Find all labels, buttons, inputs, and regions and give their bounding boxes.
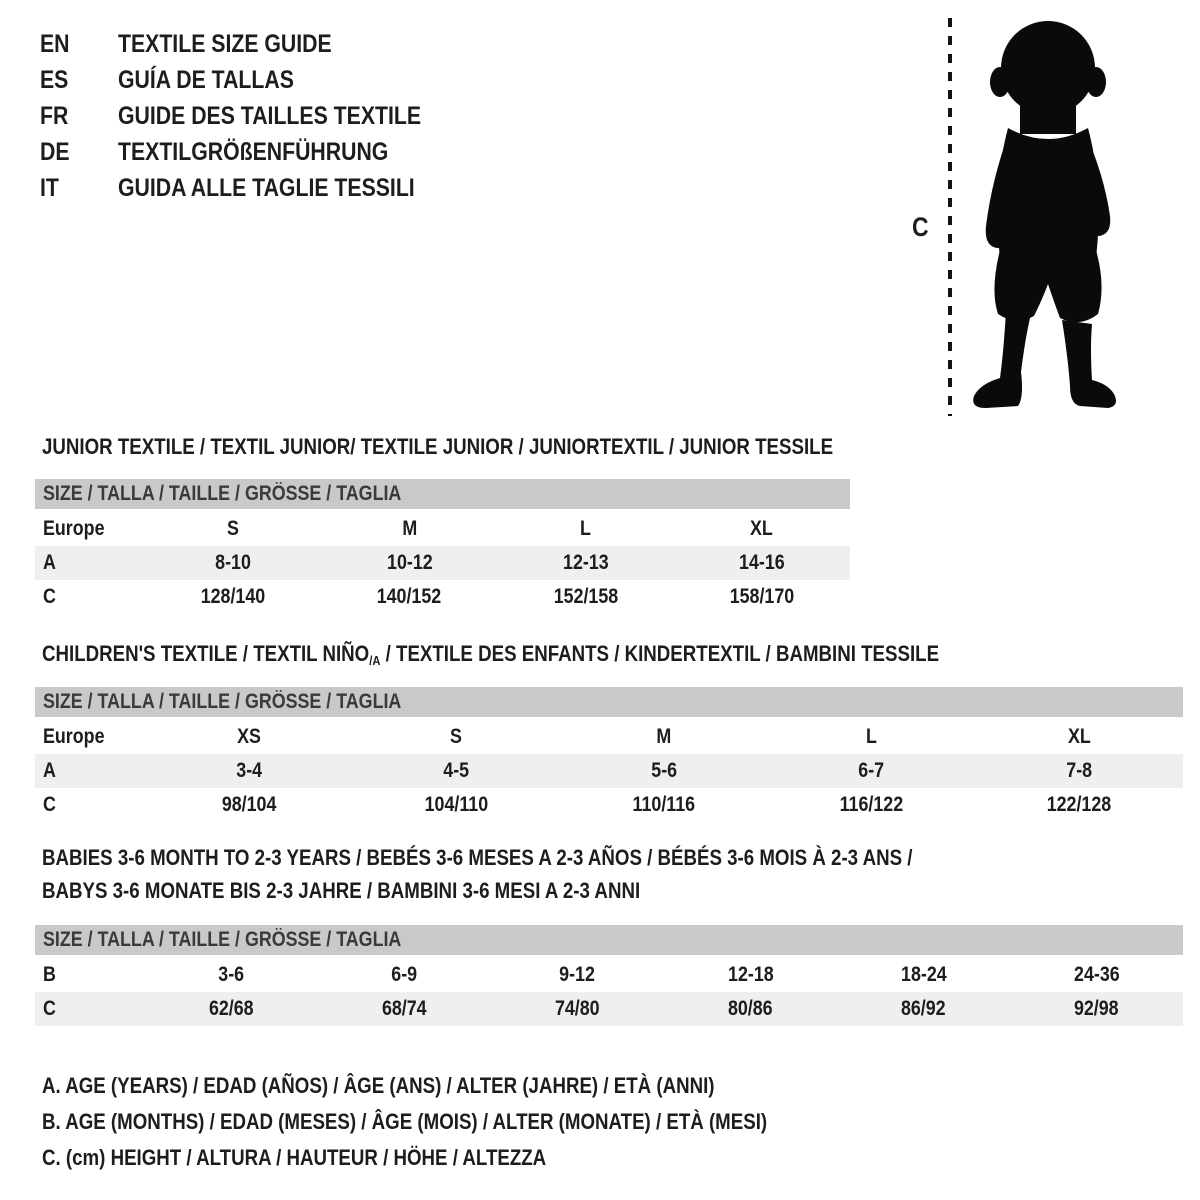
footnote-c-text: C. (cm) HEIGHT / ALTURA / HAUTEUR / HÖHE / ALTEZZA xyxy=(42,1145,547,1170)
table-row-c xyxy=(35,992,1183,1026)
guide-title-it: GUIDA ALLE TAGLIE TESSILI xyxy=(118,174,415,202)
size-table-header xyxy=(35,687,1183,717)
guide-title-de: TEXTILGRÖßENFÜHRUNG xyxy=(118,138,389,166)
footnote-b-text: B. AGE (MONTHS) / EDAD (MESES) / ÂGE (MOIS) / ALTER (MONATE) / ETÀ (MESI) xyxy=(42,1109,768,1134)
size-cell: 24-36 xyxy=(1073,963,1120,986)
size-cell: 7-8 xyxy=(1066,759,1093,782)
babies-size-table xyxy=(35,925,1183,1026)
table-row-c xyxy=(35,580,850,614)
height-dashed-line xyxy=(948,18,952,416)
table-row-c xyxy=(35,788,1183,822)
footnotes xyxy=(42,1068,895,1176)
size-table-header xyxy=(35,479,850,509)
size-cell: M xyxy=(656,725,672,748)
table-row-a xyxy=(35,546,850,580)
size-cell: 74/80 xyxy=(555,997,600,1020)
guide-title-en: TEXTILE SIZE GUIDE xyxy=(118,30,332,58)
row-label: C xyxy=(43,997,56,1020)
table-row-a xyxy=(35,754,1183,788)
size-cell: 80/86 xyxy=(728,997,773,1020)
toddler-silhouette-icon xyxy=(964,16,1136,418)
language-row-it xyxy=(40,170,475,206)
size-cell: 152/158 xyxy=(553,585,618,608)
language-code: FR xyxy=(40,102,69,130)
size-cell: 9-12 xyxy=(559,963,596,986)
size-cell: 3-4 xyxy=(235,759,262,782)
children-title-text-cont: / TEXTILE DES ENFANTS / KINDERTEXTIL / BAMBINI TESSILE xyxy=(380,641,940,666)
language-code: ES xyxy=(40,66,69,94)
size-cell: 116/122 xyxy=(839,793,904,816)
size-cell: 4-5 xyxy=(443,759,470,782)
language-row-de xyxy=(40,134,475,170)
size-cell: 98/104 xyxy=(221,793,277,816)
size-cell: 68/74 xyxy=(382,997,427,1020)
junior-table-rows xyxy=(35,512,850,614)
junior-size-table xyxy=(35,479,850,614)
size-cell: XL xyxy=(750,517,774,540)
size-cell: 14-16 xyxy=(739,551,785,574)
size-cell: 18-24 xyxy=(900,963,947,986)
size-cell: 158/170 xyxy=(729,585,795,608)
size-cell: S xyxy=(227,517,240,540)
size-cell: XS xyxy=(236,725,261,748)
children-title-subscript: /A xyxy=(369,653,381,669)
size-cell: 122/128 xyxy=(1046,793,1112,816)
size-cell: 140/152 xyxy=(377,585,442,608)
size-cell: 6-9 xyxy=(391,963,418,986)
children-size-table xyxy=(35,687,1183,822)
junior-section-title xyxy=(42,434,973,460)
guide-title-es: GUÍA DE TALLAS xyxy=(118,66,294,94)
table-row-europe xyxy=(35,512,850,546)
babies-section-title xyxy=(42,841,1066,907)
size-cell: L xyxy=(866,725,878,748)
language-title-list xyxy=(40,26,475,206)
size-cell: 6-7 xyxy=(858,759,885,782)
size-cell: 128/140 xyxy=(200,585,266,608)
row-label: A xyxy=(43,759,56,782)
language-row-en xyxy=(40,26,475,62)
size-cell: 12-13 xyxy=(562,551,609,574)
footnote-age-years xyxy=(42,1068,895,1104)
size-cell: XL xyxy=(1067,725,1091,748)
size-cell: 8-10 xyxy=(215,551,251,574)
junior-section-title-text: JUNIOR TEXTILE / TEXTIL JUNIOR/ TEXTILE JUNIOR / JUNIORTEXTIL / JUNIOR TESSILE xyxy=(42,434,834,459)
children-title-text: CHILDREN'S TEXTILE / TEXTIL NIÑO xyxy=(42,641,370,666)
babies-table-rows xyxy=(35,958,1183,1026)
size-cell: 62/68 xyxy=(209,997,254,1020)
guide-title-fr: GUIDE DES TAILLES TEXTILE xyxy=(118,102,422,130)
height-measure-figure xyxy=(900,10,1160,424)
size-cell: 86/92 xyxy=(901,997,946,1020)
size-cell: S xyxy=(450,725,463,748)
size-cell: 110/116 xyxy=(632,793,696,816)
footnote-a-text: A. AGE (YEARS) / EDAD (AÑOS) / ÂGE (ANS) / ALTER (JAHRE) / ETÀ (ANNI) xyxy=(42,1073,715,1098)
size-cell: 10-12 xyxy=(386,551,433,574)
footnote-age-months xyxy=(42,1104,895,1140)
language-row-es xyxy=(40,62,475,98)
height-measure-label: C xyxy=(912,212,929,242)
size-table-header xyxy=(35,925,1183,955)
children-table-rows xyxy=(35,720,1183,822)
size-table-header-text: SIZE / TALLA / TAILLE / GRÖSSE / TAGLIA xyxy=(43,690,402,713)
table-row-europe xyxy=(35,720,1183,754)
size-table-header-text: SIZE / TALLA / TAILLE / GRÖSSE / TAGLIA xyxy=(43,482,402,505)
row-label: C xyxy=(43,793,56,816)
row-label: A xyxy=(43,551,56,574)
size-cell: L xyxy=(580,517,592,540)
row-label: Europe xyxy=(43,725,105,748)
row-label: C xyxy=(43,585,56,608)
table-row-b xyxy=(35,958,1183,992)
row-label: Europe xyxy=(43,517,105,540)
language-code: DE xyxy=(40,138,70,166)
size-cell: 12-18 xyxy=(727,963,774,986)
size-cell: M xyxy=(401,517,417,540)
children-section-title xyxy=(42,641,1097,674)
babies-title-line2: BABYS 3-6 MONATE BIS 2-3 JAHRE / BAMBINI 3-6 MESI A 2-3 ANNI xyxy=(42,878,641,903)
language-code: IT xyxy=(40,174,59,202)
language-row-fr xyxy=(40,98,475,134)
babies-title-line1: BABIES 3-6 MONTH TO 2-3 YEARS / BEBÉS 3-6 MESES A 2-3 AÑOS / BÉBÉS 3-6 MOIS À 2-3 ANS / xyxy=(42,845,913,870)
size-cell: 3-6 xyxy=(218,963,245,986)
language-code: EN xyxy=(40,30,70,58)
footnote-height-cm xyxy=(42,1140,895,1176)
size-table-header-text: SIZE / TALLA / TAILLE / GRÖSSE / TAGLIA xyxy=(43,928,402,951)
row-label: B xyxy=(43,963,56,986)
size-cell: 104/110 xyxy=(424,793,489,816)
size-cell: 5-6 xyxy=(651,759,677,782)
size-cell: 92/98 xyxy=(1074,997,1119,1020)
